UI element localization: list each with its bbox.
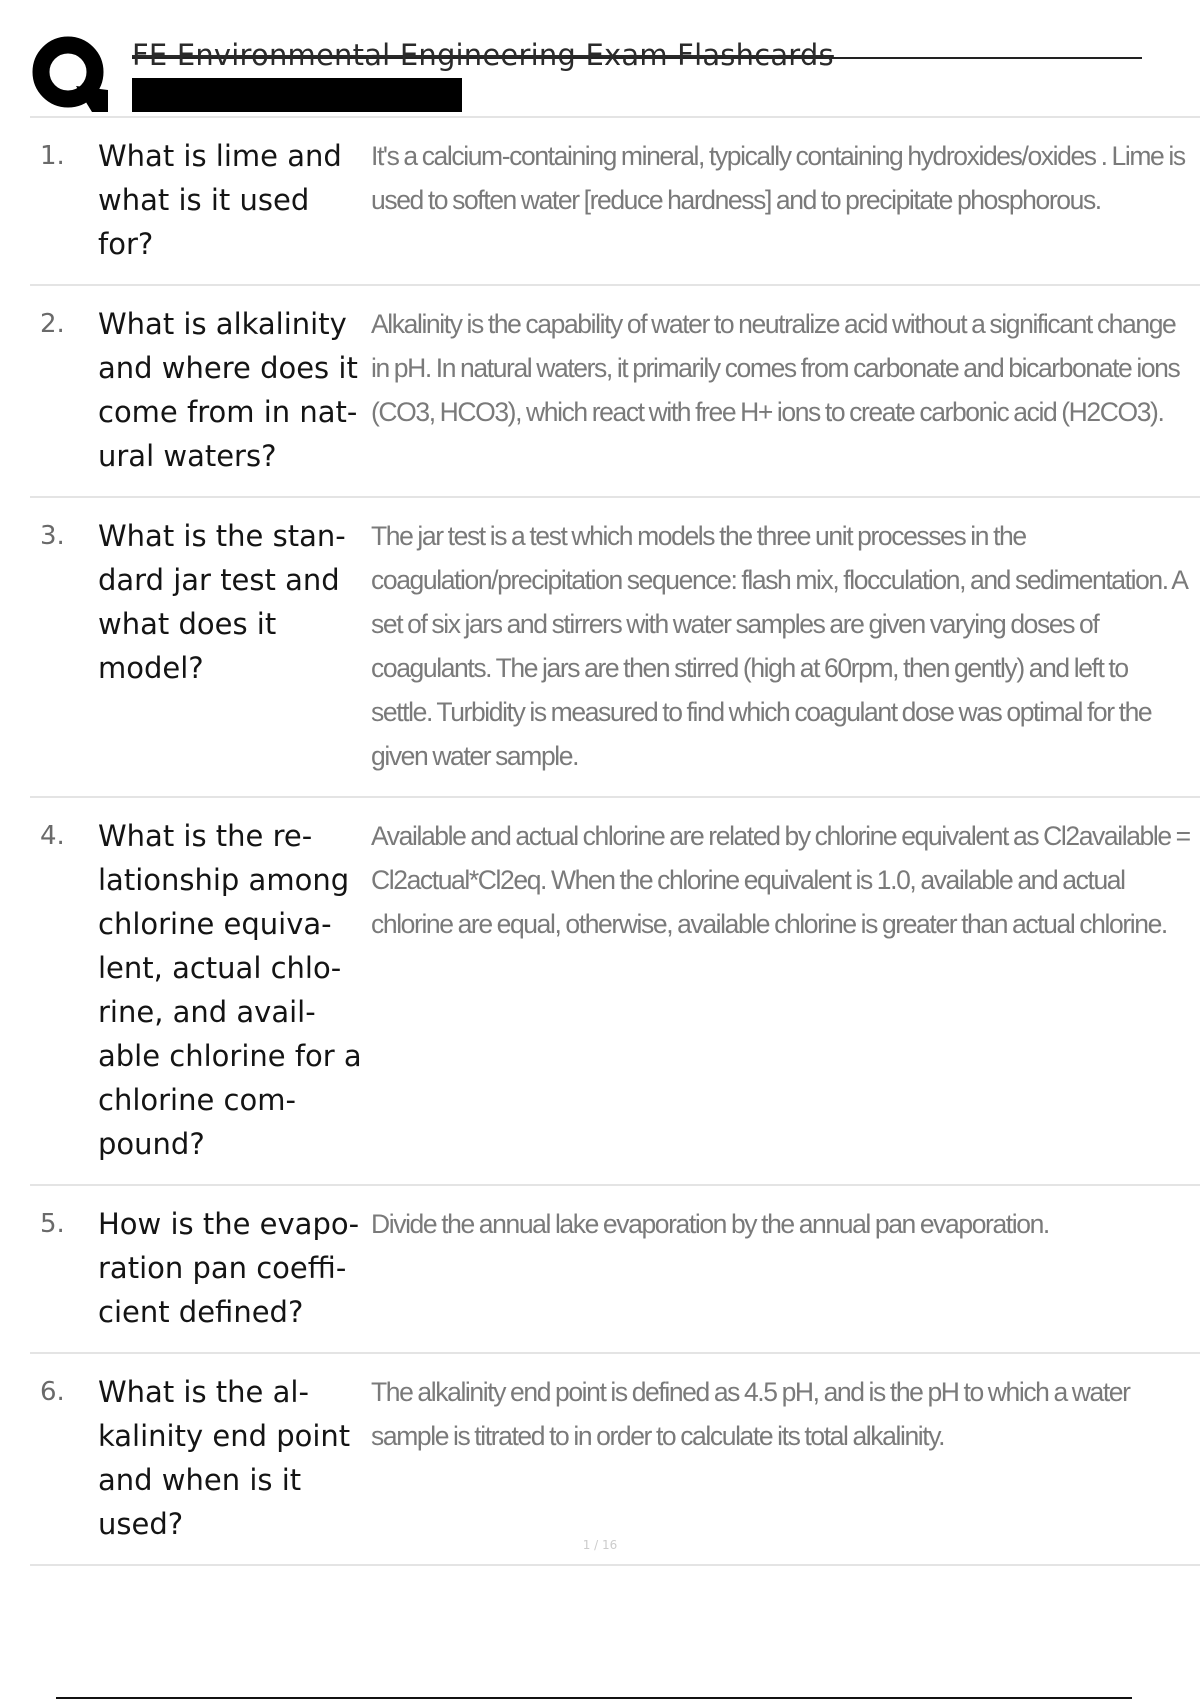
quizlet-logo-icon (30, 32, 110, 112)
redaction-bar (132, 78, 462, 112)
footer-rule (56, 1697, 1132, 1699)
flashcard (30, 118, 1200, 286)
card-answer: Divide the annual lake evaporation by the annual pan evaporation. (371, 1209, 1049, 1239)
card-question: What is the relationship among chlorine equivalent, actual chlorine, and available chlorine for a chlorine compound? (98, 819, 362, 1161)
card-number: 2. (40, 309, 65, 339)
card-question: What is alkalinity and where does it come from in natural waters? (98, 307, 358, 473)
card-number: 1. (40, 141, 65, 171)
flashcard (30, 286, 1200, 498)
card-answer: It's a calcium-containing mineral, typically containing hydroxides/oxides . Lime is used to soften water [reduce hardness] and to precipitate phosphorous. (371, 141, 1185, 215)
card-question: What is lime and what is it used for? (98, 139, 342, 261)
card-number: 6. (40, 1377, 65, 1407)
card-question: How is the evaporation pan coefficient defined? (98, 1207, 360, 1329)
card-answer: Available and actual chlorine are related by chlorine equivalent as Cl2available = Cl2actual*Cl2eq. When the chlorine equivalent is 1.0, available and actual chlorine are equal, otherwise, available chlorine is greater than actual chlorine. (371, 821, 1190, 939)
card-answer: Alkalinity is the capability of water to neutralize acid without a significant change in pH. In natural waters, it primarily comes from carbonate and bicarbonate ions (CO3, HCO3), which react with free H+ ions to create carbonic acid (H2CO3). (371, 309, 1180, 427)
flashcard (30, 798, 1200, 1186)
card-question: What is the alkalinity end point and when is it used? (98, 1375, 351, 1541)
card-answer: The jar test is a test which models the three unit processes in the coagulation/precipitation sequence: flash mix, flocculation, and sedimentation. A set of six jars and stirrers with water samples are given varying doses of coagulants. The jars are then stirred (high at 60rpm, then gently) and left to settle. Turbidity is measured to find which coagulant dose was optimal for the given water sample. (371, 521, 1187, 771)
card-answer: The alkalinity end point is defined as 4.5 pH, and is the pH to which a water sample is titrated to in order to calculate its total alkalinity. (371, 1377, 1130, 1451)
document-header (30, 30, 1140, 120)
card-number: 4. (40, 821, 65, 851)
flashcard (30, 498, 1200, 798)
flashcard (30, 1354, 1200, 1566)
document-title: FE Environmental Engineering Exam Flashcards (132, 38, 834, 72)
flashcard (30, 1186, 1200, 1354)
card-number: 3. (40, 521, 65, 551)
card-number: 5. (40, 1209, 65, 1239)
page-number: 1 / 16 (582, 1538, 618, 1552)
card-question: What is the standard jar test and what does it model? (98, 519, 346, 685)
flashcard-list (30, 116, 1200, 1566)
